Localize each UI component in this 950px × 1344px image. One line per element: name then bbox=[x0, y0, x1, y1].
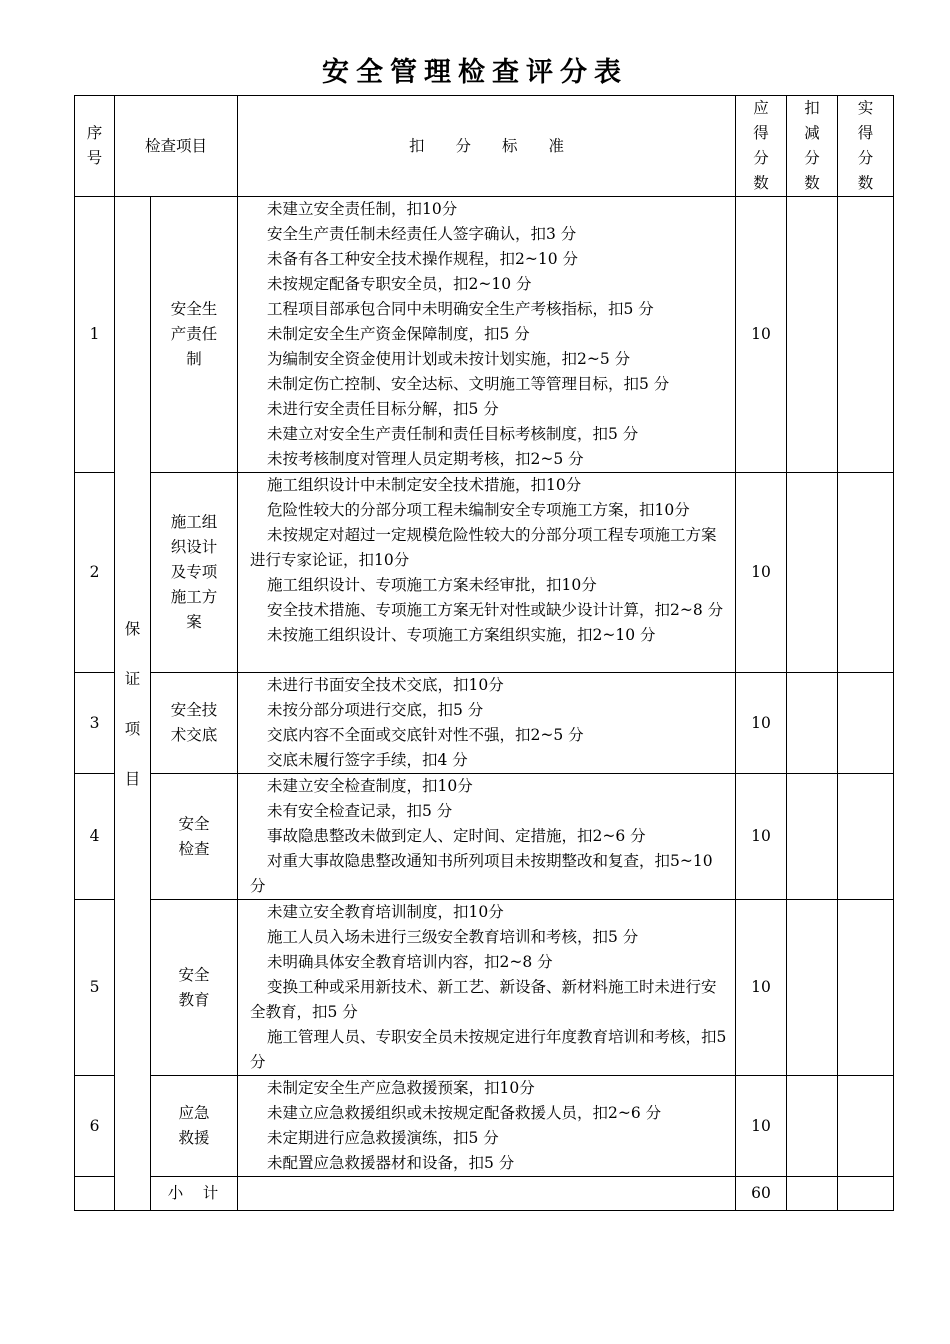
row-seq: 1 bbox=[75, 197, 115, 473]
criteria-line: 施工组织设计、专项施工方案未经审批，扣10分 bbox=[267, 576, 597, 594]
row-deduct-score[interactable] bbox=[787, 1076, 838, 1177]
subtotal-seq bbox=[75, 1177, 115, 1211]
criteria-line: 未建立对安全生产责任制和责任目标考核制度，扣5 分 bbox=[267, 425, 639, 443]
table-row bbox=[75, 473, 894, 673]
criteria-line: 事故隐患整改未做到定人、定时间、定措施，扣2~6 分 bbox=[267, 827, 646, 845]
row-criteria bbox=[238, 1076, 736, 1177]
row-item: 安全技 术交底 bbox=[151, 673, 238, 774]
row-criteria bbox=[238, 774, 736, 900]
row-due-score: 10 bbox=[736, 1076, 787, 1177]
header-deduct: 扣 减 分 数 bbox=[787, 96, 838, 197]
criteria-line: 对重大事故隐患整改通知书所列项目未按期整改和复查，扣5~10 分 bbox=[250, 852, 713, 895]
criteria-line: 未建立安全教育培训制度，扣10分 bbox=[267, 903, 504, 921]
criteria-line: 未按规定对超过一定规模危险性较大的分部分项工程专项施工方案进行专家论证，扣10分 bbox=[250, 526, 717, 569]
header-criteria: 扣 分 标 准 bbox=[238, 96, 736, 197]
criteria-line: 施工管理人员、专职安全员未按规定进行年度教育培训和考核，扣5 分 bbox=[250, 1028, 727, 1071]
row-deduct-score[interactable] bbox=[787, 673, 838, 774]
subtotal-label: 小 计 bbox=[151, 1177, 238, 1211]
criteria-line: 未建立安全责任制，扣10分 bbox=[267, 200, 458, 218]
table-row bbox=[75, 197, 894, 473]
table-row bbox=[75, 774, 894, 900]
table-row bbox=[75, 1076, 894, 1177]
criteria-line: 未建立安全检查制度，扣10分 bbox=[267, 777, 473, 795]
row-criteria bbox=[238, 197, 736, 473]
table-row bbox=[75, 673, 894, 774]
row-seq: 5 bbox=[75, 900, 115, 1076]
row-item: 安全 教育 bbox=[151, 900, 238, 1076]
row-actual-score[interactable] bbox=[838, 197, 894, 473]
row-criteria bbox=[238, 473, 736, 673]
row-deduct-score[interactable] bbox=[787, 900, 838, 1076]
subtotal-criteria bbox=[238, 1177, 736, 1211]
row-due-score: 10 bbox=[736, 673, 787, 774]
table-row bbox=[75, 900, 894, 1076]
row-actual-score[interactable] bbox=[838, 900, 894, 1076]
criteria-line: 未定期进行应急救援演练，扣5 分 bbox=[267, 1129, 499, 1147]
group-label: 保 证 项 目 bbox=[115, 197, 151, 1211]
criteria-line: 未按分部分项进行交底，扣5 分 bbox=[267, 701, 484, 719]
header-due: 应 得 分 数 bbox=[736, 96, 787, 197]
criteria-line: 未制定安全生产应急救援预案，扣10分 bbox=[267, 1079, 535, 1097]
header-row bbox=[75, 96, 894, 197]
row-criteria bbox=[238, 673, 736, 774]
row-item: 施工组 织设计 及专项 施工方 案 bbox=[151, 473, 238, 673]
criteria-line: 未制定伤亡控制、安全达标、文明施工等管理目标，扣5 分 bbox=[267, 375, 670, 393]
subtotal-due: 60 bbox=[736, 1177, 787, 1211]
row-seq: 3 bbox=[75, 673, 115, 774]
subtotal-row bbox=[75, 1177, 894, 1211]
criteria-line: 变换工种或采用新技术、新工艺、新设备、新材料施工时未进行安全教育，扣5 分 bbox=[250, 978, 717, 1021]
criteria-line: 未有安全检查记录，扣5 分 bbox=[267, 802, 453, 820]
row-actual-score[interactable] bbox=[838, 673, 894, 774]
row-item: 应急 救援 bbox=[151, 1076, 238, 1177]
criteria-line: 交底未履行签字手续，扣4 分 bbox=[267, 751, 468, 769]
criteria-line: 交底内容不全面或交底针对性不强，扣2~5 分 bbox=[267, 726, 584, 744]
criteria-line: 未按施工组织设计、专项施工方案组织实施，扣2~10 分 bbox=[267, 626, 656, 644]
row-deduct-score[interactable] bbox=[787, 197, 838, 473]
row-seq: 6 bbox=[75, 1076, 115, 1177]
row-due-score: 10 bbox=[736, 900, 787, 1076]
criteria-line: 为编制安全资金使用计划或未按计划实施，扣2~5 分 bbox=[267, 350, 631, 368]
row-actual-score[interactable] bbox=[838, 774, 894, 900]
subtotal-deduct[interactable] bbox=[787, 1177, 838, 1211]
row-actual-score[interactable] bbox=[838, 1076, 894, 1177]
row-due-score: 10 bbox=[736, 473, 787, 673]
page-title: 安全管理检查评分表 bbox=[322, 57, 628, 88]
score-table bbox=[74, 95, 894, 1211]
row-deduct-score[interactable] bbox=[787, 774, 838, 900]
header-actual: 实 得 分 数 bbox=[838, 96, 894, 197]
criteria-line: 施工人员入场未进行三级安全教育培训和考核，扣5 分 bbox=[267, 928, 639, 946]
criteria-line: 未按规定配备专职安全员，扣2~10 分 bbox=[267, 275, 532, 293]
header-seq: 序 号 bbox=[75, 96, 115, 197]
row-deduct-score[interactable] bbox=[787, 473, 838, 673]
row-seq: 4 bbox=[75, 774, 115, 900]
criteria-line: 未制定安全生产资金保障制度，扣5 分 bbox=[267, 325, 530, 343]
row-item: 安全 检查 bbox=[151, 774, 238, 900]
row-item: 安全生 产责任 制 bbox=[151, 197, 238, 473]
row-due-score: 10 bbox=[736, 197, 787, 473]
criteria-line: 未按考核制度对管理人员定期考核，扣2~5 分 bbox=[267, 450, 584, 468]
criteria-line: 未备有各工种安全技术操作规程，扣2~10 分 bbox=[267, 250, 579, 268]
criteria-line: 安全技术措施、专项施工方案无针对性或缺少设计计算，扣2~8 分 bbox=[267, 601, 724, 619]
row-actual-score[interactable] bbox=[838, 473, 894, 673]
criteria-line: 未进行安全责任目标分解，扣5 分 bbox=[267, 400, 499, 418]
criteria-line: 工程项目部承包合同中未明确安全生产考核指标，扣5 分 bbox=[267, 300, 654, 318]
criteria-line: 未配置应急救援器材和设备，扣5 分 bbox=[267, 1154, 515, 1172]
criteria-line: 安全生产责任制未经责任人签字确认，扣3 分 bbox=[267, 225, 577, 243]
row-criteria bbox=[238, 900, 736, 1076]
subtotal-actual[interactable] bbox=[838, 1177, 894, 1211]
criteria-line: 危险性较大的分部分项工程未编制安全专项施工方案，扣10分 bbox=[267, 501, 690, 519]
row-due-score: 10 bbox=[736, 774, 787, 900]
criteria-line: 未建立应急救援组织或未按规定配备救援人员，扣2~6 分 bbox=[267, 1104, 662, 1122]
criteria-line: 未明确具体安全教育培训内容，扣2~8 分 bbox=[267, 953, 553, 971]
header-item: 检查项目 bbox=[115, 96, 238, 197]
row-seq: 2 bbox=[75, 473, 115, 673]
criteria-line: 未进行书面安全技术交底，扣10分 bbox=[267, 676, 504, 694]
criteria-line: 施工组织设计中未制定安全技术措施，扣10分 bbox=[267, 476, 582, 494]
